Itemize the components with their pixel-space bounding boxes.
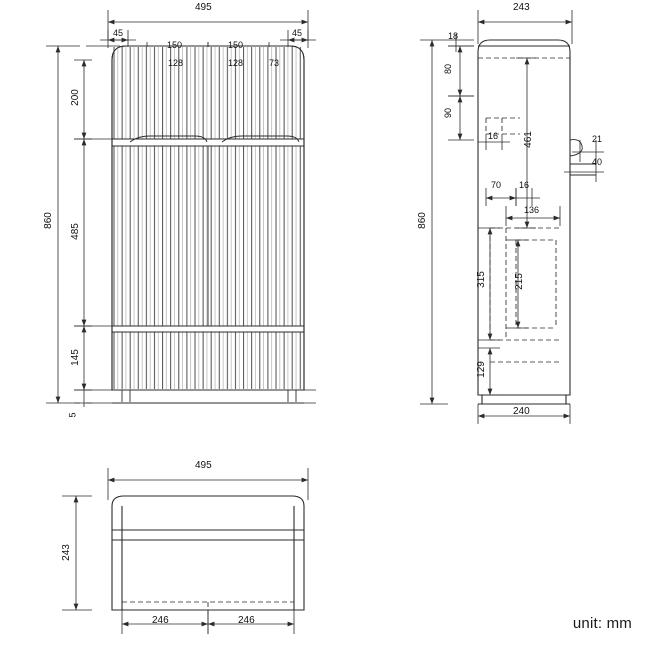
dim-text-side-80: 80	[443, 63, 454, 75]
dim-text-top-246-left: 246	[152, 615, 169, 626]
dim-text-side-21: 21	[592, 134, 603, 144]
dim-text-front-150-left: 150	[167, 40, 183, 50]
dim-text-side-129: 129	[475, 361, 487, 378]
dim-text-side-90: 90	[443, 107, 454, 119]
unit-note: unit: mm	[572, 615, 632, 632]
dim-text-front-495: 495	[195, 2, 212, 13]
dim-text-front-485: 485	[69, 223, 81, 240]
dim-text-side-16-lower: 16	[519, 180, 530, 190]
front-legs	[112, 390, 304, 403]
dim-text-front-45-right: 45	[292, 28, 303, 38]
dim-text-side-18: 18	[448, 31, 459, 41]
dim-side-70	[486, 188, 516, 206]
front-elevation-view	[46, 10, 316, 407]
dim-text-side-243: 243	[513, 2, 530, 13]
dim-text-side-315: 315	[475, 271, 487, 288]
dim-text-front-860: 860	[42, 212, 54, 229]
top-plan-outline	[112, 496, 304, 610]
dim-text-front-200: 200	[69, 89, 81, 106]
dim-text-side-16-upper: 16	[488, 131, 499, 141]
dim-text-side-215: 215	[513, 273, 525, 290]
dim-text-top-246-right: 246	[238, 615, 255, 626]
dim-text-side-136: 136	[524, 205, 540, 215]
dim-front-495	[108, 10, 308, 40]
dim-text-side-240: 240	[513, 406, 530, 417]
dim-text-side-70: 70	[491, 180, 502, 190]
dim-front-5	[74, 386, 92, 407]
dim-text-front-128-right: 128	[228, 58, 244, 68]
top-plan-view	[62, 468, 308, 634]
dim-text-top-495: 495	[195, 460, 212, 471]
dim-top-495	[108, 468, 308, 500]
dim-text-side-860: 860	[416, 212, 428, 229]
dim-text-front-128-left: 128	[168, 58, 184, 68]
dim-side-16-lower	[510, 188, 540, 206]
dim-text-side-461: 461	[522, 131, 534, 148]
dim-text-front-73: 73	[269, 58, 280, 68]
dim-text-front-45-left: 45	[113, 28, 124, 38]
dim-text-front-5: 5	[67, 412, 78, 418]
dim-side-243	[478, 10, 572, 44]
dim-text-front-145: 145	[69, 349, 81, 366]
side-cabinet-outline	[475, 40, 570, 404]
dim-text-side-40: 40	[592, 157, 603, 167]
dim-text-front-150-right: 150	[228, 40, 244, 50]
dim-text-top-243: 243	[60, 544, 72, 561]
